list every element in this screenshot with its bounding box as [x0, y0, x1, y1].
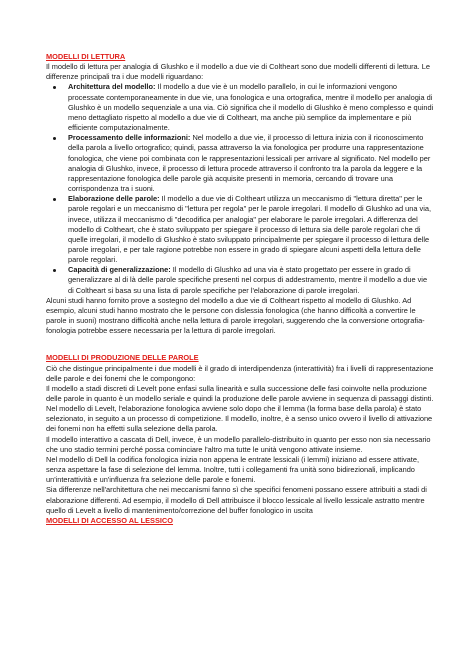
section-modelli-lettura: [46, 52, 434, 336]
bullet-text: Il modello di Glushko ad una via è stato progettato per essere in grado di generalizzare al di là delle parole specifiche presenti nel corpus di addestramento, mentre il modello a due vie di Coltheart si basa su una lista di parole specifiche per l'elaborazione di parole irregolari.: [68, 265, 428, 295]
bullet-dot-icon: [53, 137, 56, 140]
section-spacer: [46, 336, 434, 353]
bullet-list: [46, 82, 434, 295]
paragraph: Il modello interattivo a cascata di Dell, invece, è un modello parallelo-distribuito in quanto per esso non sia necessario che uno stadio termini perché possa cominciare l'altro ma tutte le unità vengono attivate insieme.: [46, 434, 431, 454]
bullet-dot-icon: [53, 198, 56, 201]
closing-paragraph: Alcuni studi hanno fornito prove a sostegno del modello a due vie di Coltheart rispetto al modello di Glushko. Ad esempio, alcuni studi hanno mostrato che le persone con dislessia fonologica (che hanno difficoltà a convertire le parole in suoni) mostrano difficoltà anche nella lettura di parole irregolari, suggerendo che la conversione ortografia-fonologia potrebbe essere necessaria per la lettura di parole irregolari.: [46, 295, 425, 336]
bullet-item-architettura: [46, 82, 434, 133]
paragraph: Nel modello di Dell la codifica fonologica inizia non appena le entrate lessicali (i lemmi) iniziano ad essere attivate, senza aspettare la fase di selezione del lemma. Inoltre, tutti i collegamenti fra unità sono bidirezionali, implicando un'interattività e un'influenza fra selezione delle parole e fonemi.: [46, 454, 420, 485]
paragraph: Ciò che distingue principalmente i due modelli è il grado di interdipendenza (interattività) fra i livelli di rappresentazione delle parole e dei fonemi che le compongono:: [46, 363, 434, 383]
intro-paragraph: Il modello di lettura per analogia di Glushko e il modello a due vie di Coltheart sono due modelli differenti di lettura. Le differenze principali tra i due modelli riguardano:: [46, 62, 430, 82]
heading-modelli-accesso: MODELLI DI ACCESSO AL LESSICO: [46, 515, 174, 525]
bullet-text: Nel modello a due vie, il processo di lettura inizia con il riconoscimento della parola a livello ortografico; quindi, passa attraverso la via fonologica per produrre una rappresentazione fonologica, che viene poi combinata con le rappresentazioni lessicali per arrivare al significato. Nel modello per analogia di Glushko, invece, il processo di lettura procede attraverso il confronto tra la parola da leggere e la rappresentazione fonologica delle parole già acquisite presenti in memoria, cercando di trovare una corrispondenza tra i suoni.: [68, 133, 431, 194]
bullet-dot-icon: [53, 86, 56, 89]
bullet-item-generalizzazione: [46, 265, 434, 295]
bullet-text: Il modello a due vie di Coltheart utilizza un meccanismo di "lettura diretta" per le parole regolari e un meccanismo di "lettura per regola" per le parole irregolari. Il modello di Glushko ad una via, invece, utilizza il meccanismo di "decodifica per analogia" per elaborare le parole irregolari. A differenza del modello di Coltheart, che è stato sviluppato per spiegare il processo di lettura sia delle parole regolari che di quelle irregolari, il modello di Glushko è stato sviluppato principalmente per spiegare il processo di lettura delle parole irregolari, e per tale ragione potrebbe non essere in grado di spiegare alcuni aspetti della lettura delle parole regolari.: [68, 194, 432, 265]
section-modelli-accesso: [46, 516, 434, 526]
bullet-term: Architettura del modello:: [68, 82, 156, 92]
bullet-item-processamento: [46, 133, 434, 194]
bullet-item-elaborazione: [46, 194, 434, 265]
paragraph: Nel modello di Levelt, l'elaborazione fonologica avviene solo dopo che il lemma (la forma base della parola) è stato selezionato, in seguito a un processo di competizione. Il modello, inoltre, è a senso unico ovvero il livello di attivazione dei fonemi non ha effetti sulla selezione della parola.: [46, 404, 433, 434]
section-modelli-produzione: [46, 353, 434, 516]
bullet-text: Il modello a due vie è un modello parallelo, in cui le informazioni vengono processate contemporaneamente in due vie, una fonologica e una ortografica, mentre il modello per analogia di Glushko è un modello sequenziale a una via. Ciò significa che il modello di Glushko è meno complesso e quindi meno dettagliato rispetto al modello a due vie di Coltheart, ma anche più semplice da implementare e più efficiente computazionalmente.: [68, 82, 434, 133]
document-body: [46, 52, 434, 526]
paragraph: Sia differenze nell'architettura che nei meccanismi fanno sì che specifici fenomeni possano essere attribuiti a stadi di elaborazione differenti. Ad esempio, il modello di Dell attribuisce il blocco lessicale al livello lessicale astratto mentre quello di Levelt a livello di mantenimento/correzione del buffer fonologico in uscita: [46, 485, 427, 515]
bullet-term: Processamento delle informazioni:: [68, 133, 191, 143]
heading-modelli-produzione: MODELLI DI PRODUZIONE DELLE PAROLE: [46, 353, 199, 363]
bullet-dot-icon: [53, 269, 56, 272]
bullet-term: Capacità di generalizzazione:: [68, 265, 171, 275]
bullet-term: Elaborazione delle parole:: [68, 194, 160, 204]
paragraph: Il modello a stadi discreti di Levelt pone enfasi sulla linearità e sulla successione delle fasi coinvolte nella produzione delle parole in quanto è un modello seriale e quindi la produzione delle parole avviene in sequenza di passaggi distinti.: [46, 383, 434, 403]
heading-modelli-lettura: MODELLI DI LETTURA: [46, 52, 126, 61]
